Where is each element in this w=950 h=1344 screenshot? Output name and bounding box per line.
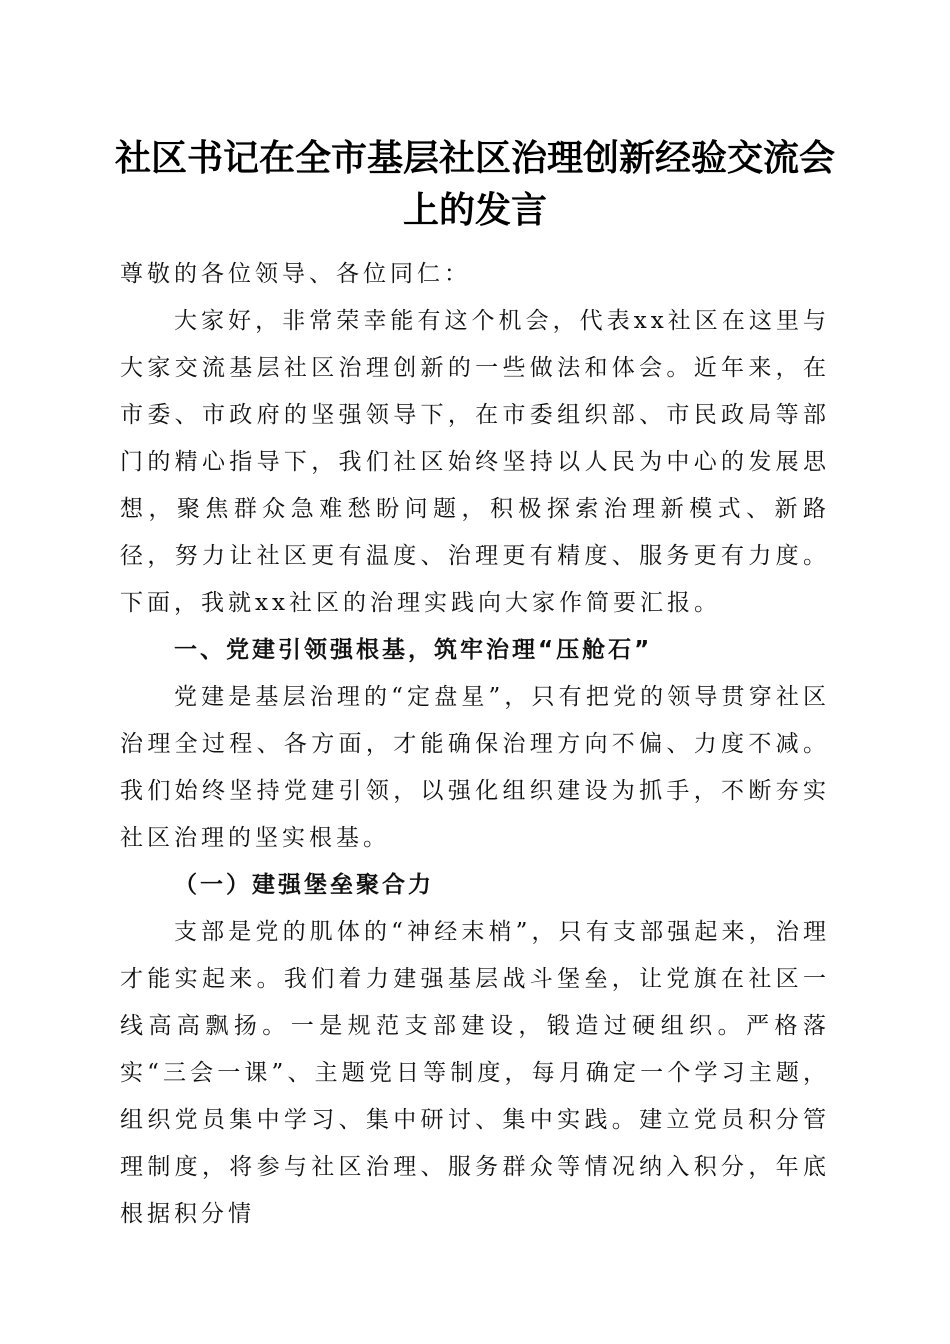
salutation: 尊敬的各位领导、各位同仁： (120, 261, 471, 287)
document-title: 社区书记在全市基层社区治理创新经验交流会上的发言 (114, 137, 835, 231)
subsection-1-heading: （一）建强堡垒聚合力 (174, 872, 434, 898)
subsection-1-paragraph: 支部是党的肌体的“神经末梢”，只有支部强起来，治理才能实起来。我们着力建强基层战斗堡垒，让党旗在社区一线高高飘扬。一是规范支部建设，锻造过硬组织。严格落实“三会一课”、主题党日等制度，每月确定一个学习主题，组织党员集中学习、集中研讨、集中实践。建立党员积分管理制度，将参与社区治理、服务群众等情况纳入积分，年底根据积分情 (120, 919, 830, 1227)
section-1-paragraph: 党建是基层治理的“定盘星”，只有把党的领导贯穿社区治理全过程、各方面，才能确保治理方向不偏、力度不减。我们始终坚持党建引领，以强化组织建设为抓手，不断夯实社区治理的坚实根基。 (120, 684, 830, 851)
document-body (120, 251, 830, 1238)
section-1-heading: 一、党建引领强根基，筑牢治理“压舱石” (174, 637, 653, 663)
intro-paragraph: 大家好，非常荣幸能有这个机会，代表xx社区在这里与大家交流基层社区治理创新的一些做法和体会。近年来，在市委、市政府的坚强领导下，在市委组织部、市民政局等部门的精心指导下，我们社区始终坚持以人民为中心的发展思想，聚焦群众急难愁盼问题，积极探索治理新模式、新路径，努力让社区更有温度、治理更有精度、服务更有力度。下面，我就xx社区的治理实践向大家作简要汇报。 (120, 308, 830, 616)
